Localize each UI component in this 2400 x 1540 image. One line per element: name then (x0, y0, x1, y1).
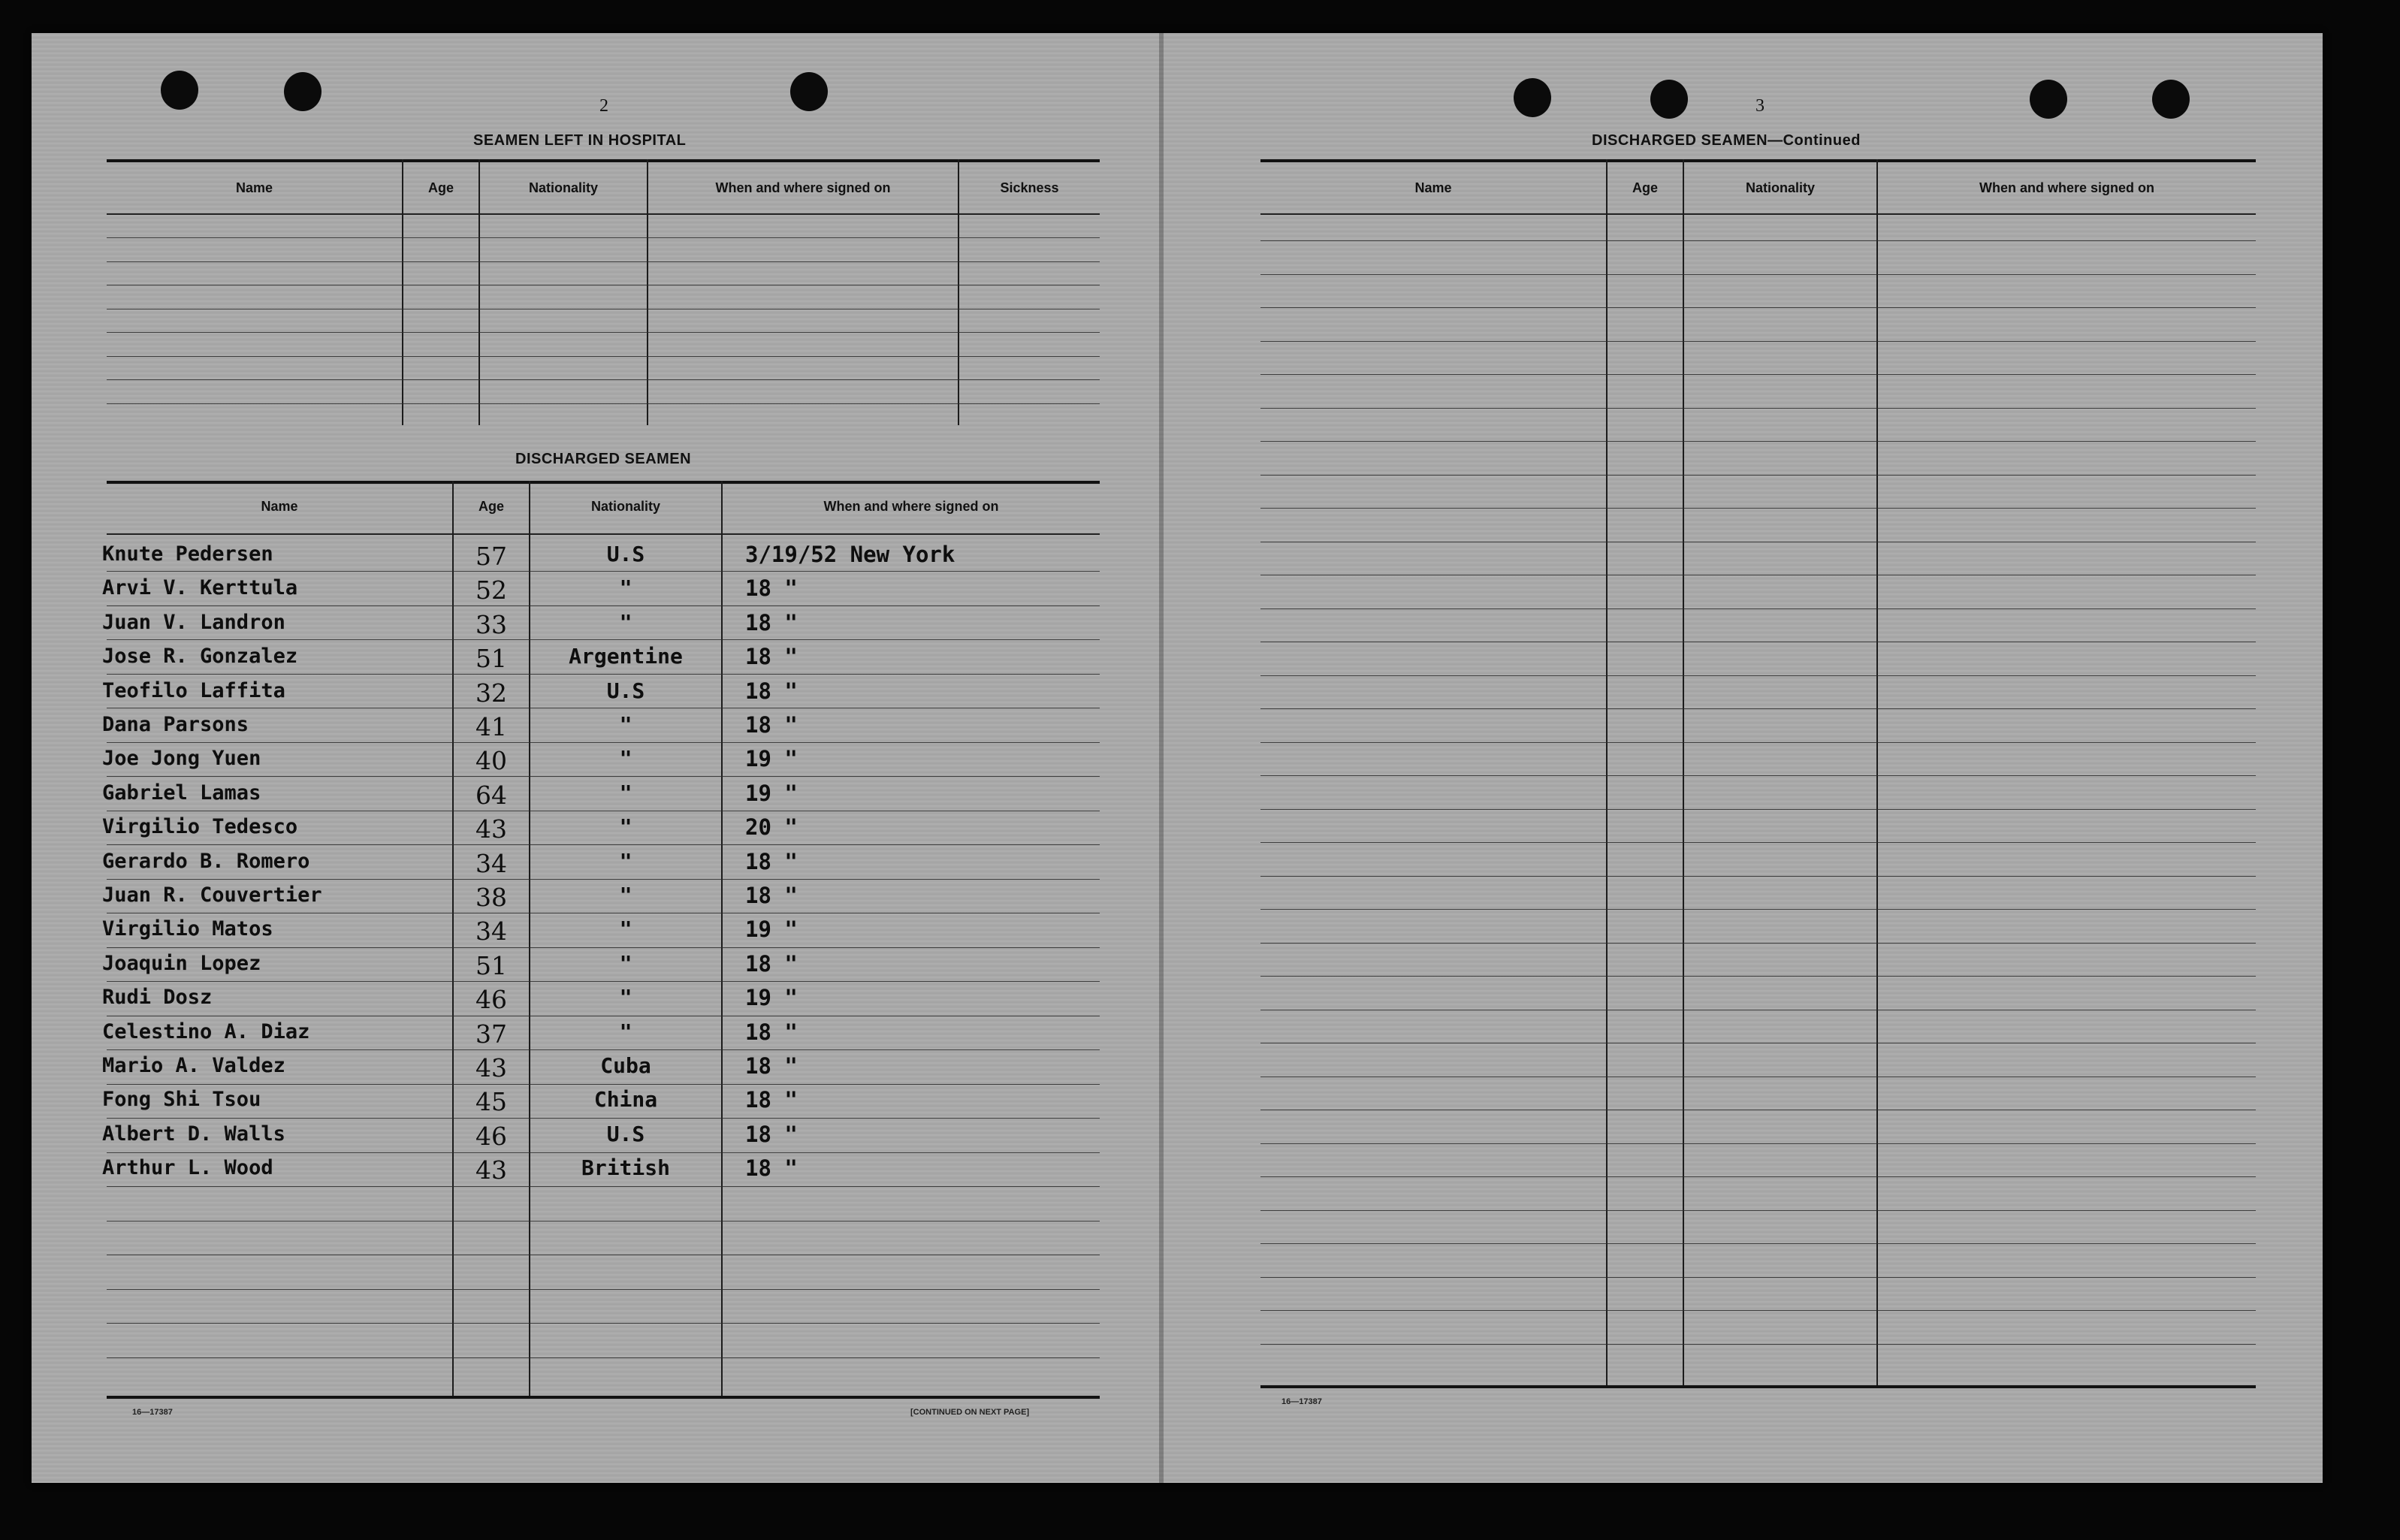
ruled-line (1260, 909, 2256, 910)
ruled-line (1260, 1310, 2256, 1311)
seaman-signed-on: 18 " (745, 1155, 798, 1182)
seaman-nationality: " (619, 848, 632, 874)
seaman-signed-on: 3/19/52 New York (745, 542, 955, 567)
seaman-nationality: U.S (606, 678, 645, 703)
ruled-line (1260, 775, 2256, 776)
punch-hole (1514, 78, 1551, 117)
ruled-line (107, 1186, 1100, 1187)
seaman-signed-on: 18 " (745, 883, 798, 908)
seaman-name: Gabriel Lamas (102, 781, 261, 805)
seaman-age: 41 (475, 712, 507, 741)
right-form-number: 16—17387 (1282, 1397, 1322, 1406)
punch-hole (161, 71, 198, 110)
ruled-line (1260, 708, 2256, 709)
ruled-line (107, 237, 1100, 238)
seaman-nationality: Argentine (569, 644, 683, 669)
ruled-line (1260, 1143, 2256, 1144)
seaman-signed-on: 18 " (745, 575, 798, 602)
ruled-line (107, 947, 1100, 948)
seaman-age: 46 (475, 985, 507, 1015)
seaman-signed-on: 20 " (745, 814, 798, 841)
seaman-signed-on: 18 " (745, 1019, 798, 1045)
seaman-name: Joe Jong Yuen (102, 747, 261, 771)
ruled-line (1260, 876, 2256, 877)
ruled-line (1260, 341, 2256, 342)
seaman-age: 34 (475, 848, 507, 878)
right-bottom-rule (1260, 1385, 2256, 1388)
punch-hole (2152, 80, 2190, 119)
ruled-line (107, 674, 1100, 675)
ruled-line (107, 261, 1100, 262)
seaman-signed-on: 18 " (745, 1087, 798, 1113)
seaman-name: Juan V. Landron (102, 610, 285, 634)
ruled-line (1260, 842, 2256, 843)
right-col-divider (1606, 159, 1608, 1388)
seaman-name: Virgilio Matos (102, 917, 273, 941)
seaman-nationality: " (619, 712, 632, 737)
seaman-signed-on: 18 " (745, 644, 798, 670)
seaman-nationality: " (619, 950, 632, 976)
ruled-line (107, 1289, 1100, 1290)
ruled-line (1260, 608, 2256, 609)
ruled-line (107, 981, 1100, 982)
hospital-col-signed-on: When and where signed on (715, 180, 891, 195)
seaman-nationality: " (619, 916, 632, 942)
hospital-col-divider (647, 159, 648, 425)
ruled-line (107, 1049, 1100, 1050)
seaman-nationality: U.S (606, 542, 645, 566)
ruled-line (1260, 943, 2256, 944)
seaman-age: 46 (475, 1121, 507, 1151)
ruled-line (1260, 240, 2256, 241)
left-form-number: 16—17387 (132, 1408, 173, 1417)
right-col-age: Age (1632, 180, 1658, 195)
right-col-divider (1876, 159, 1878, 1388)
right-header-rule (1260, 213, 2256, 215)
seaman-age: 38 (475, 883, 507, 912)
seaman-name: Jose R. Gonzalez (102, 645, 298, 669)
ruled-line (1260, 274, 2256, 275)
seaman-age: 64 (475, 780, 507, 810)
seaman-name: Juan R. Couvertier (102, 883, 322, 907)
hospital-col-divider (478, 159, 480, 425)
punch-hole (2030, 80, 2067, 119)
ruled-line (1260, 441, 2256, 442)
seaman-name: Knute Pedersen (102, 542, 273, 566)
seaman-name: Rudi Dosz (102, 986, 213, 1010)
seaman-name: Albert D. Walls (102, 1122, 285, 1146)
seaman-signed-on: 18 " (745, 950, 798, 977)
continued-note: [CONTINUED ON NEXT PAGE] (910, 1408, 1030, 1417)
ruled-line (107, 403, 1100, 404)
discharged-col-divider (721, 481, 723, 1399)
ruled-line (1260, 1076, 2256, 1077)
ruled-line (107, 1323, 1100, 1324)
seaman-nationality: " (619, 1019, 632, 1044)
seaman-age: 34 (475, 916, 507, 947)
ruled-line (1260, 408, 2256, 409)
hospital-col-divider (402, 159, 403, 425)
seaman-signed-on: 19 " (745, 746, 798, 772)
seaman-age: 32 (475, 678, 507, 708)
hospital-col-divider (958, 159, 959, 425)
discharged-col-signed-on: When and where signed on (823, 499, 999, 514)
seaman-nationality: " (619, 780, 632, 805)
punch-hole (1650, 80, 1688, 119)
hospital-top-rule (107, 159, 1100, 162)
ruled-line (107, 1118, 1100, 1119)
right-section-title: DISCHARGED SEAMEN—Continued (1592, 132, 1861, 149)
seaman-age: 40 (475, 746, 507, 776)
ruled-line (1260, 307, 2256, 308)
seaman-name: Virgilio Tedesco (102, 815, 298, 839)
ruled-line (107, 742, 1100, 743)
seaman-age: 51 (475, 644, 507, 674)
hospital-section-title: SEAMEN LEFT IN HOSPITAL (473, 132, 687, 149)
ruled-line (107, 332, 1100, 333)
seaman-age: 45 (475, 1087, 507, 1117)
hospital-header-rule (107, 213, 1100, 215)
seaman-age: 57 (475, 542, 507, 571)
seaman-signed-on: 18 " (745, 609, 798, 636)
seaman-nationality: British (581, 1155, 670, 1181)
seaman-name: Arvi V. Kerttula (102, 576, 298, 600)
page-fold (1159, 33, 1164, 1483)
seaman-name: Celestino A. Diaz (102, 1019, 310, 1043)
seaman-nationality: Cuba (600, 1053, 651, 1078)
seaman-signed-on: 18 " (745, 848, 798, 874)
ruled-line (107, 879, 1100, 880)
ruled-line (107, 1152, 1100, 1153)
ruled-line (1260, 1344, 2256, 1345)
ruled-line (107, 639, 1100, 640)
seaman-age: 37 (475, 1019, 507, 1049)
seaman-signed-on: 19 " (745, 985, 798, 1011)
seaman-age: 52 (475, 575, 507, 605)
seaman-name: Teofilo Laffita (102, 678, 285, 702)
discharged-header-rule (107, 533, 1100, 535)
discharged-col-age: Age (478, 499, 504, 514)
right-col-name: Name (1414, 180, 1452, 195)
seaman-nationality: " (619, 985, 632, 1010)
ruled-line (1260, 1277, 2256, 1278)
left-page-number: 2 (599, 96, 608, 116)
hospital-col-name: Name (235, 180, 273, 195)
seaman-age: 43 (475, 814, 507, 844)
seaman-nationality: " (619, 814, 632, 840)
ruled-line (1260, 675, 2256, 676)
seaman-name: Fong Shi Tsou (102, 1088, 261, 1112)
seaman-signed-on: 18 " (745, 712, 798, 738)
seaman-signed-on: 19 " (745, 916, 798, 943)
ruled-line (1260, 508, 2256, 509)
right-col-divider (1683, 159, 1684, 1388)
ruled-line (107, 379, 1100, 380)
seaman-nationality: China (593, 1087, 658, 1113)
seaman-signed-on: 18 " (745, 1053, 798, 1079)
seaman-age: 43 (475, 1155, 507, 1185)
seaman-name: Arthur L. Wood (102, 1156, 273, 1180)
ruled-line (107, 844, 1100, 845)
seaman-nationality: " (619, 575, 632, 601)
left-bottom-rule (107, 1396, 1100, 1399)
seaman-nationality: U.S (606, 1121, 645, 1146)
right-top-rule (1260, 159, 2256, 162)
ruled-line (1260, 809, 2256, 810)
right-col-signed-on: When and where signed on (1979, 180, 2154, 195)
ruled-line (107, 605, 1100, 606)
ruled-line (1260, 1176, 2256, 1177)
seaman-age: 43 (475, 1053, 507, 1083)
hospital-col-nationality: Nationality (528, 180, 598, 195)
ruled-line (1260, 742, 2256, 743)
hospital-col-age: Age (427, 180, 454, 195)
seaman-name: Gerardo B. Romero (102, 849, 310, 873)
seaman-signed-on: 18 " (745, 1121, 798, 1147)
ruled-line (1260, 475, 2256, 476)
ruled-line (107, 571, 1100, 572)
seaman-signed-on: 18 " (745, 678, 798, 704)
ruled-line (107, 309, 1100, 310)
seaman-nationality: " (619, 746, 632, 772)
ruled-line (1260, 976, 2256, 977)
seaman-age: 33 (475, 609, 507, 639)
seaman-signed-on: 19 " (745, 780, 798, 806)
ruled-line (107, 1357, 1100, 1358)
punch-hole (284, 72, 322, 111)
right-page-number: 3 (1755, 96, 1765, 116)
ruled-line (107, 776, 1100, 777)
ruled-line (1260, 1243, 2256, 1244)
seaman-name: Joaquin Lopez (102, 951, 261, 975)
seaman-nationality: " (619, 609, 632, 635)
discharged-col-nationality: Nationality (590, 499, 660, 514)
discharged-col-name: Name (261, 499, 298, 514)
seaman-name: Mario A. Valdez (102, 1054, 285, 1077)
ruled-line (1260, 1210, 2256, 1211)
seaman-name: Dana Parsons (102, 713, 249, 736)
right-col-nationality: Nationality (1745, 180, 1815, 195)
discharged-section-title: DISCHARGED SEAMEN (515, 451, 692, 467)
seaman-nationality: " (619, 883, 632, 907)
document-sheet (32, 33, 2323, 1483)
seaman-age: 51 (475, 950, 507, 980)
ruled-line (107, 356, 1100, 357)
ruled-line (1260, 374, 2256, 375)
punch-hole (790, 72, 828, 111)
ruled-line (107, 1084, 1100, 1085)
discharged-top-rule (107, 481, 1100, 484)
hospital-col-sickness: Sickness (1000, 180, 1059, 195)
